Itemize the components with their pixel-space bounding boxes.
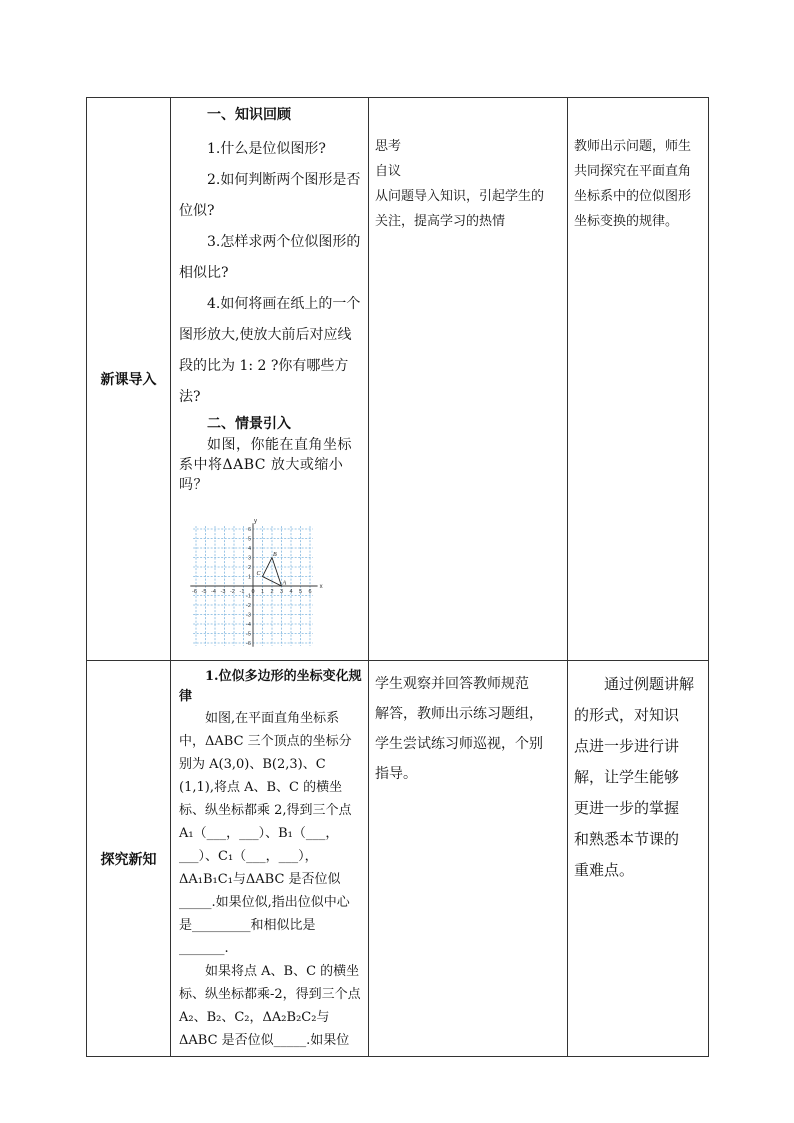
row-explore-new-knowledge bbox=[87, 661, 709, 1057]
x-tick-label: -3 bbox=[220, 589, 226, 595]
vertex-label: B bbox=[273, 552, 277, 558]
x-tick-label: 6 bbox=[308, 589, 312, 595]
teacher-activity-cell bbox=[568, 98, 709, 661]
y-tick-label: -5 bbox=[246, 631, 251, 638]
y-tick-label: -4 bbox=[246, 622, 251, 628]
y-tick-label: -6 bbox=[246, 641, 251, 647]
x-tick-label: -1 bbox=[239, 589, 245, 595]
example-paragraph-2: 如果将点 A、B、C 的横坐标、纵坐标都乘-2，得到三个点 A₂、B₂、C₂，ΔA₂B₂C₂与ΔABC 是否位似_____.如果位 bbox=[179, 964, 361, 1048]
y-tick-label: -2 bbox=[246, 603, 251, 609]
teacher-line-5: 更进一步的掌握 bbox=[574, 799, 680, 817]
y-tick-label: 1 bbox=[248, 574, 252, 581]
teacher-line-7: 重难点。 bbox=[574, 861, 635, 879]
student-line-1: 思考 bbox=[375, 139, 402, 154]
x-tick-label: 1 bbox=[261, 589, 265, 595]
section-heading-review: 一、知识回顾 bbox=[207, 107, 291, 123]
y-tick-label: 2 bbox=[248, 565, 252, 571]
x-tick-label: -2 bbox=[230, 589, 235, 595]
teacher-line-6: 和熟悉本节课的 bbox=[574, 830, 680, 848]
teacher-line-4: 解，让学生能够 bbox=[574, 768, 680, 786]
y-tick-label: -1 bbox=[246, 593, 251, 600]
student-line-2: 解答，教师出示练习题组， bbox=[375, 706, 543, 722]
vertex-label: A bbox=[282, 580, 287, 587]
coordinate-grid bbox=[183, 518, 333, 647]
x-tick-label: 3 bbox=[280, 589, 284, 595]
vertex-label: C bbox=[256, 571, 261, 577]
y-tick-label: -3 bbox=[246, 612, 251, 619]
x-tick-label: 2 bbox=[270, 589, 274, 595]
x-tick-label: -5 bbox=[201, 589, 207, 595]
teacher-line-1: 通过例题讲解 bbox=[604, 675, 695, 693]
y-tick-label: 4 bbox=[248, 546, 252, 552]
y-axis-label: y bbox=[254, 518, 257, 525]
question-2: 2.如何判断两个图形是否位似? bbox=[179, 172, 361, 219]
x-tick-label: 4 bbox=[289, 589, 293, 595]
stage-label: 新课导入 bbox=[87, 98, 171, 661]
student-line-1: 学生观察并回答教师规范 bbox=[375, 676, 529, 692]
example-paragraph-1: 如图,在平面直角坐标系中，ΔABC 三个顶点的坐标分别为 A(3,0)、B(2,3)、C (1,1),将点 A、B、C 的横坐标、纵坐标都乘 2,得到三个点 A₁（___，___）、B₁（___，___）、C₁（___，___），ΔA₁B₁C₁与ΔABC 是否位似_____.如果位似,指出位似中心是_________和相似比是_______. bbox=[179, 711, 352, 956]
question-1: 1.什么是位似图形? bbox=[207, 141, 326, 157]
x-tick-label: -6 bbox=[192, 589, 197, 595]
x-tick-label: -4 bbox=[211, 589, 216, 595]
teacher-line-2: 共同探究在平面直角 bbox=[574, 164, 692, 179]
student-activity-cell bbox=[369, 98, 568, 661]
content-cell bbox=[171, 661, 369, 1057]
section-heading-scenario: 二、情景引入 bbox=[207, 416, 291, 432]
x-axis-label: x bbox=[319, 584, 323, 590]
y-tick-label: 5 bbox=[248, 536, 252, 543]
question-4: 4.如何将画在纸上的一个图形放大,使放大前后对应线段的比为 1: 2 ?你有哪些方法? bbox=[179, 296, 361, 405]
y-tick-label: 6 bbox=[248, 527, 252, 533]
teacher-line-3: 点进一步进行讲 bbox=[574, 737, 680, 755]
coordinate-grid-figure bbox=[183, 518, 362, 651]
question-3: 3.怎样求两个位似图形的相似比? bbox=[179, 234, 361, 281]
section-heading-transform: 1.位似多边形的坐标变化规律 bbox=[179, 669, 362, 704]
student-line-3: 从问题导入知识，引起学生的 bbox=[375, 189, 545, 204]
student-line-4: 指导。 bbox=[375, 766, 417, 782]
x-tick-label: 5 bbox=[299, 589, 303, 595]
lesson-plan-table bbox=[86, 97, 709, 1057]
content-cell bbox=[171, 98, 369, 661]
stage-label: 探究新知 bbox=[87, 661, 171, 1057]
student-line-3: 学生尝试练习师巡视，个别 bbox=[375, 736, 543, 752]
row-new-lesson-intro bbox=[87, 98, 709, 661]
x-tick-label: 0 bbox=[251, 589, 255, 595]
teacher-activity-cell bbox=[568, 661, 709, 1057]
student-line-4: 关注，提高学习的热情 bbox=[375, 214, 506, 229]
teacher-line-1: 教师出示问题，师生 bbox=[574, 139, 692, 154]
student-activity-cell bbox=[369, 661, 568, 1057]
teacher-line-2: 的形式，对知识 bbox=[574, 706, 680, 724]
teacher-line-4: 坐标变换的规律。 bbox=[574, 214, 679, 229]
teacher-line-3: 坐标系中的位似图形 bbox=[574, 189, 692, 204]
student-line-2: 自议 bbox=[375, 164, 402, 179]
y-tick-label: 3 bbox=[248, 555, 252, 562]
scenario-text: 如图，你能在直角坐标系中将ΔABC 放大或缩小吗？ bbox=[179, 437, 352, 493]
